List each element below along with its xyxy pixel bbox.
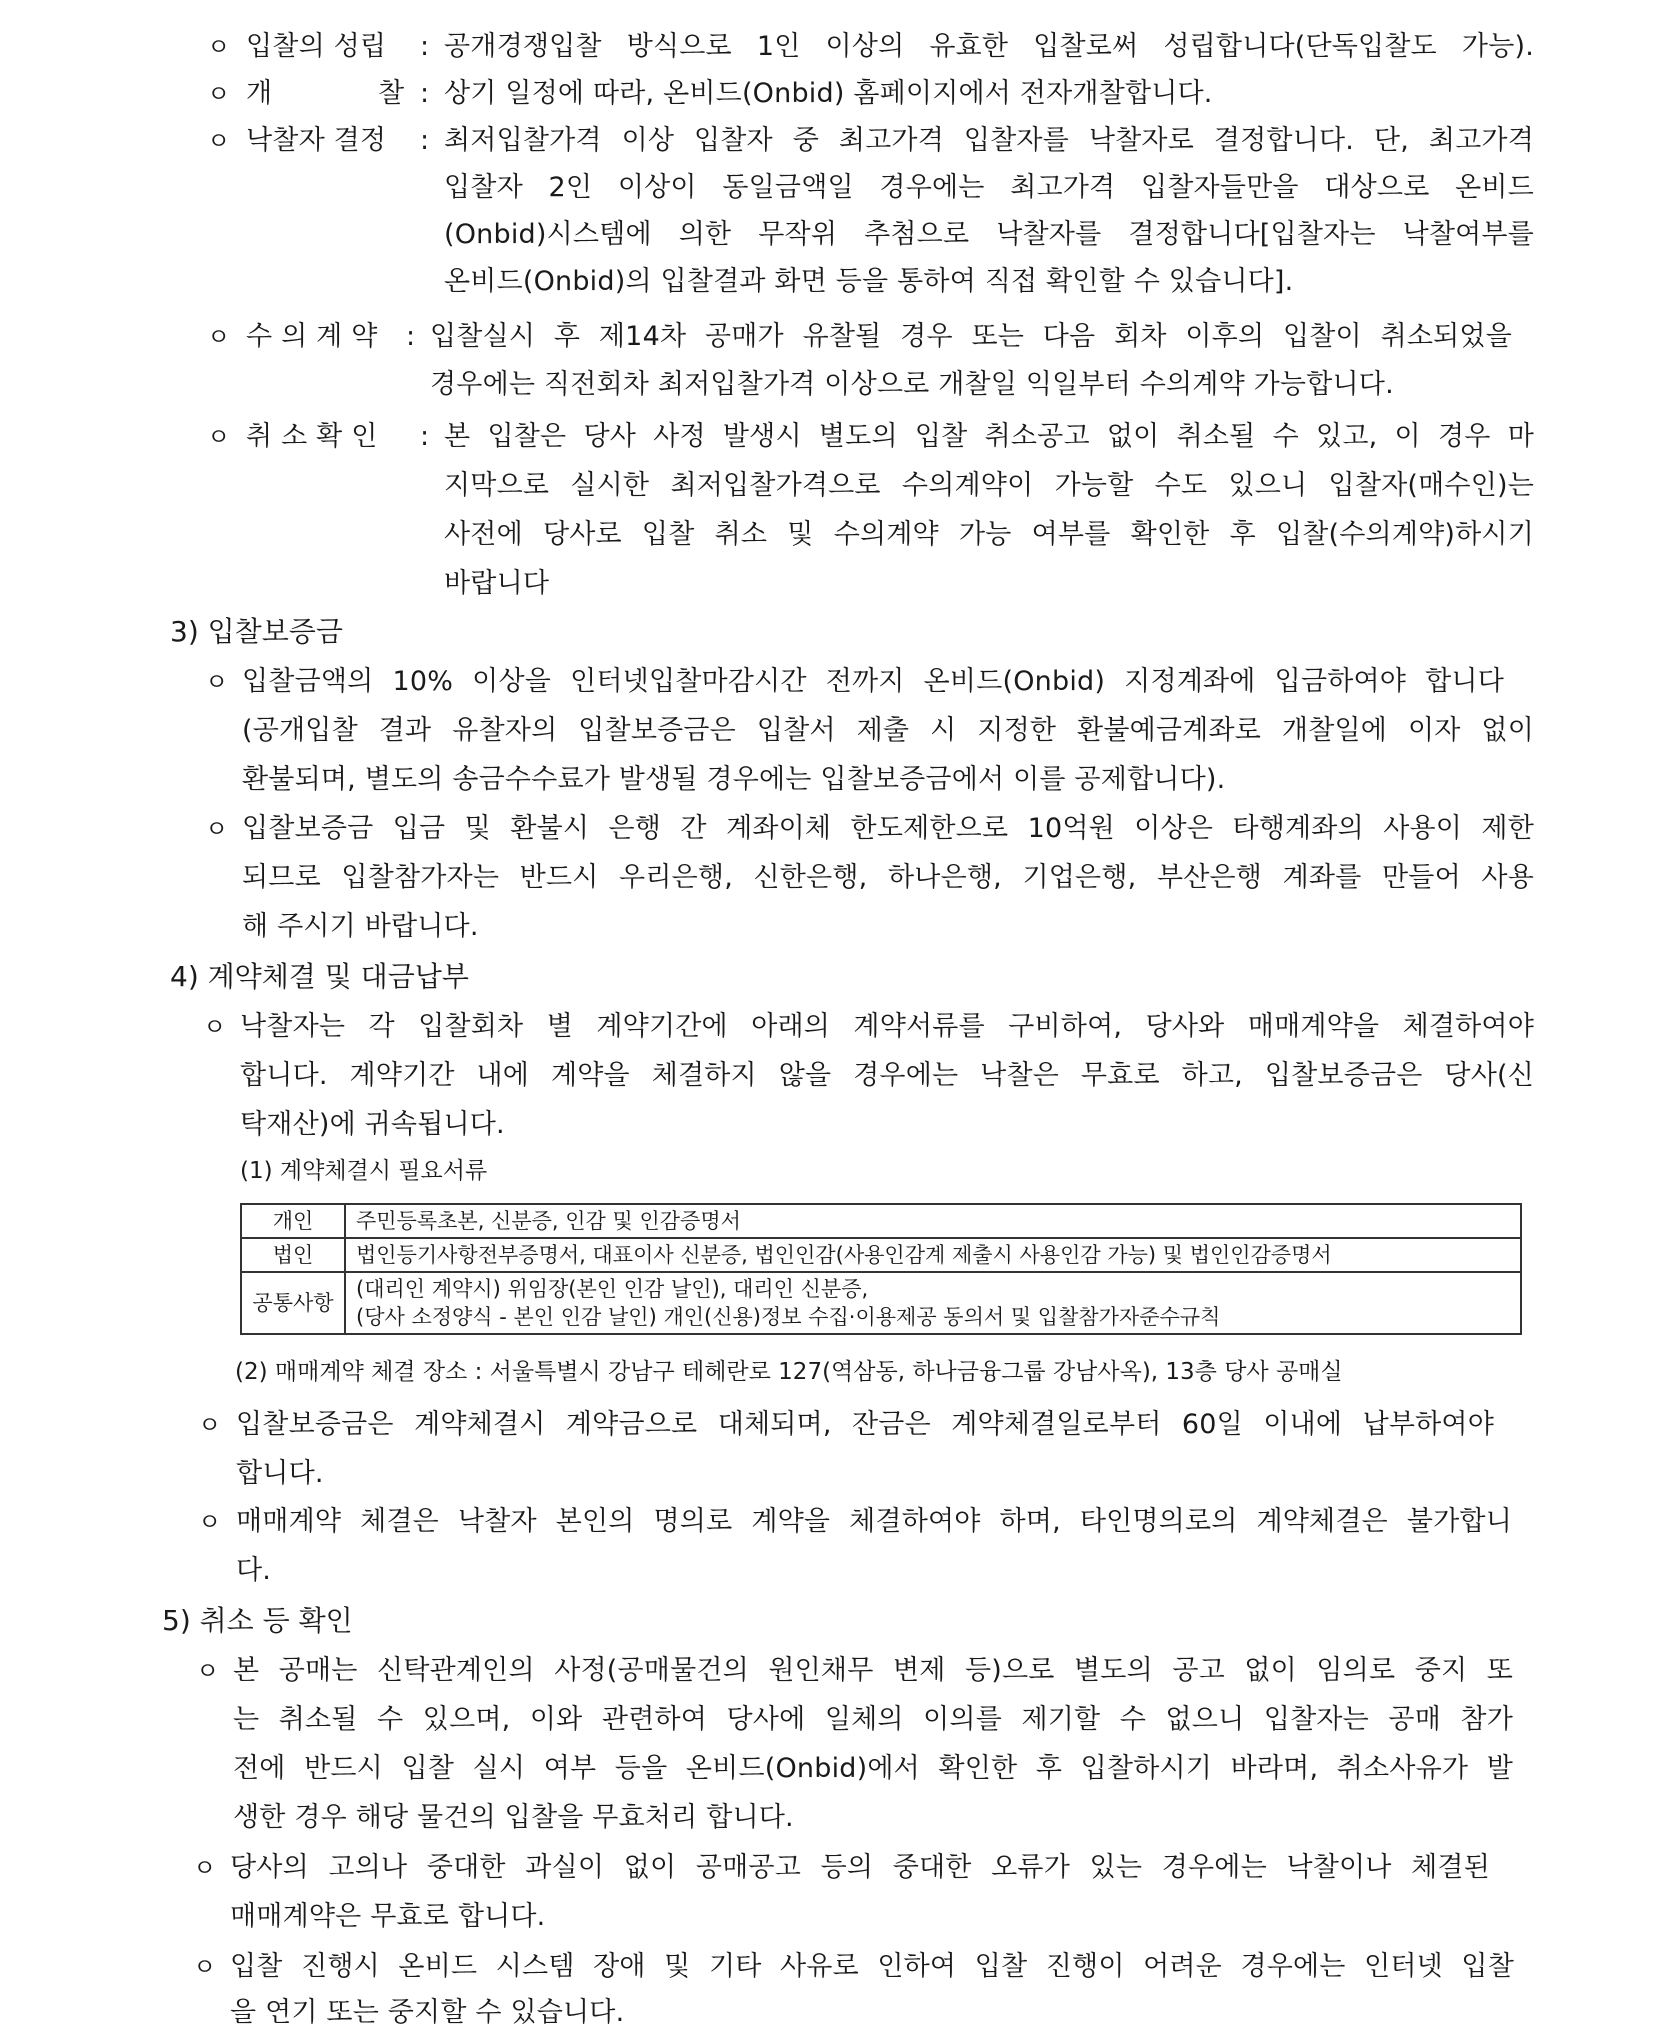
paragraph-line: 입찰보증금은 계약체결시 계약금으로 대체되며, 잔금은 계약체결일로부터 60일 이내에 납부하여야 — [236, 1409, 1494, 1440]
paragraph-line: 탁재산)에 귀속됩니다. — [240, 1109, 505, 1140]
item-label: 낙찰자 결정 — [246, 125, 387, 156]
table-row — [241, 1204, 1521, 1238]
table-cell-key: 개인 — [241, 1204, 345, 1238]
paragraph-line: 을 연기 또는 중지할 수 있습니다. — [230, 1997, 625, 2028]
paragraph-line: 해 주시기 바랍니다. — [242, 911, 479, 942]
bullet-icon: ㅇ — [196, 1657, 220, 1685]
paragraph-line: (공개입찰 결과 유찰자의 입찰보증금은 입찰서 제출 시 지정한 환불예금계좌로 개찰일에 이자 없이 — [242, 715, 1534, 746]
bullet-icon: ㅇ — [207, 127, 231, 155]
bullet-icon: ㅇ — [203, 1013, 227, 1041]
item-text: 입찰실시 후 제14차 공매가 유찰될 경우 또는 다음 회차 이후의 입찰이 취소되었을 — [430, 321, 1512, 352]
bullet-icon: ㅇ — [207, 423, 231, 451]
paragraph-line: 본 공매는 신탁관계인의 사정(공매물건의 원인채무 변제 등)으로 별도의 공고 없이 임의로 중지 또 — [233, 1655, 1513, 1686]
required-documents-table — [240, 1203, 1522, 1335]
paragraph-line: 되므로 입찰참가자는 반드시 우리은행, 신한은행, 하나은행, 기업은행, 부산은행 계좌를 만들어 사용 — [242, 862, 1534, 893]
paragraph-line: 생한 경우 해당 물건의 입찰을 무효처리 합니다. — [233, 1802, 794, 1833]
bullet-icon: ㅇ — [207, 323, 231, 351]
table-cell-value: 법인등기사항전부증명서, 대표이사 신분증, 법인인감(사용인감계 제출시 사용인감 가능) 및 법인인감증명서 — [345, 1238, 1521, 1272]
paragraph-line: 낙찰자는 각 입찰회차 별 계약기간에 아래의 계약서류를 구비하여, 당사와 매매계약을 체결하여야 — [240, 1011, 1534, 1042]
contract-location: (2) 매매계약 체결 장소 : 서울특별시 강남구 테헤란로 127(역삼동, 하나금융그룹 강남사옥), 13층 당사 공매실 — [235, 1359, 1343, 1385]
item-text: 경우에는 직전회차 최저입찰가격 이상으로 개찰일 익일부터 수의계약 가능합니다. — [430, 369, 1394, 400]
item-colon: : — [420, 78, 430, 109]
paragraph-line: 입찰금액의 10% 이상을 인터넷입찰마감시간 전까지 온비드(Onbid) 지정계좌에 입금하여야 합니다 — [242, 666, 1504, 697]
bullet-icon: ㅇ — [205, 815, 229, 843]
table-row — [241, 1272, 1521, 1334]
item-label: 입찰의 성립 — [246, 31, 387, 62]
item-text: 사전에 당사로 입찰 취소 및 수의계약 가능 여부를 확인한 후 입찰(수의계약)하시기 — [444, 519, 1534, 550]
item-label: 취 소 확 인 — [246, 421, 378, 452]
item-label: 수 의 계 약 — [246, 321, 378, 352]
bullet-icon: ㅇ — [207, 33, 231, 61]
item-text: 상기 일정에 따라, 온비드(Onbid) 홈페이지에서 전자개찰합니다. — [444, 78, 1213, 109]
paragraph-line: 당사의 고의나 중대한 과실이 없이 공매공고 등의 중대한 오류가 있는 경우에는 낙찰이나 체결된 — [230, 1852, 1490, 1883]
table-cell-value: 주민등록초본, 신분증, 인감 및 인감증명서 — [345, 1204, 1521, 1238]
paragraph-line: 는 취소될 수 있으며, 이와 관련하여 당사에 일체의 이의를 제기할 수 없으니 입찰자는 공매 참가 — [233, 1704, 1513, 1735]
paragraph-line: 환불되며, 별도의 송금수수료가 발생될 경우에는 입찰보증금에서 이를 공제합니다). — [242, 764, 1226, 795]
item-text: 본 입찰은 당사 사정 발생시 별도의 입찰 취소공고 없이 취소될 수 있고, 이 경우 마 — [444, 421, 1534, 452]
bullet-icon: ㅇ — [207, 80, 231, 108]
sub-heading-documents: (1) 계약체결시 필요서류 — [240, 1158, 488, 1184]
item-colon: : — [420, 31, 430, 62]
item-text: 공개경쟁입찰 방식으로 1인 이상의 유효한 입찰로써 성립합니다(단독입찰도 가능). — [444, 31, 1534, 62]
paragraph-line: 합니다. 계약기간 내에 계약을 체결하지 않을 경우에는 낙찰은 무효로 하고, 입찰보증금은 당사(신 — [240, 1060, 1534, 1091]
bullet-icon: ㅇ — [193, 1953, 217, 1981]
bullet-icon: ㅇ — [198, 1411, 222, 1439]
section-heading-cancellation: 5) 취소 등 확인 — [162, 1604, 353, 1637]
bullet-icon: ㅇ — [205, 668, 229, 696]
item-colon: : — [420, 125, 430, 156]
table-cell-line: (대리인 계약시) 위임장(본인 인감 날인), 대리인 신분증, — [356, 1277, 869, 1301]
paragraph-line: 입찰보증금 입금 및 환불시 은행 간 계좌이체 한도제한으로 10억원 이상은 타행계좌의 사용이 제한 — [242, 813, 1534, 844]
item-text: 입찰자 2인 이상이 동일금액일 경우에는 최고가격 입찰자들만을 대상으로 온비드 — [444, 172, 1534, 203]
section-heading-deposit: 3) 입찰보증금 — [170, 615, 343, 648]
item-text: 지막으로 실시한 최저입찰가격으로 수의계약이 가능할 수도 있으니 입찰자(매수인)는 — [444, 470, 1534, 501]
item-label: 개 — [246, 78, 273, 109]
bullet-icon: ㅇ — [193, 1854, 217, 1882]
item-text: 바랍니다 — [444, 568, 550, 599]
item-colon: : — [406, 321, 416, 352]
table-cell-key: 공통사항 — [241, 1272, 345, 1334]
table-row — [241, 1238, 1521, 1272]
table-cell-line: (당사 소정양식 - 본인 인감 날인) 개인(신용)정보 수집·이용제공 동의서 및 입찰참가자준수규칙 — [356, 1305, 1221, 1329]
table-cell-key: 법인 — [241, 1238, 345, 1272]
paragraph-line: 매매계약은 무효로 합니다. — [230, 1901, 546, 1932]
paragraph-line: 입찰 진행시 온비드 시스템 장애 및 기타 사유로 인하여 입찰 진행이 어려운 경우에는 인터넷 입찰 — [230, 1951, 1514, 1982]
item-text: 온비드(Onbid)의 입찰결과 화면 등을 통하여 직접 확인할 수 있습니다]. — [444, 266, 1294, 297]
item-text: 최저입찰가격 이상 입찰자 중 최고가격 입찰자를 낙찰자로 결정합니다. 단, 최고가격 — [444, 125, 1534, 156]
item-text: (Onbid)시스템에 의한 무작위 추첨으로 낙찰자를 결정합니다[입찰자는 낙찰여부를 — [444, 219, 1534, 250]
item-label: 찰 — [378, 78, 405, 109]
paragraph-line: 다. — [236, 1555, 272, 1586]
paragraph-line: 합니다. — [236, 1458, 324, 1489]
bullet-icon: ㅇ — [198, 1508, 222, 1536]
item-colon: : — [420, 421, 430, 452]
paragraph-line: 전에 반드시 입찰 실시 여부 등을 온비드(Onbid)에서 확인한 후 입찰하시기 바라며, 취소사유가 발 — [233, 1753, 1513, 1784]
section-heading-contract: 4) 계약체결 및 대금납부 — [170, 960, 469, 993]
paragraph-line: 매매계약 체결은 낙찰자 본인의 명의로 계약을 체결하여야 하며, 타인명의로의 계약체결은 불가합니 — [236, 1506, 1512, 1537]
table-cell-value — [345, 1272, 1521, 1334]
